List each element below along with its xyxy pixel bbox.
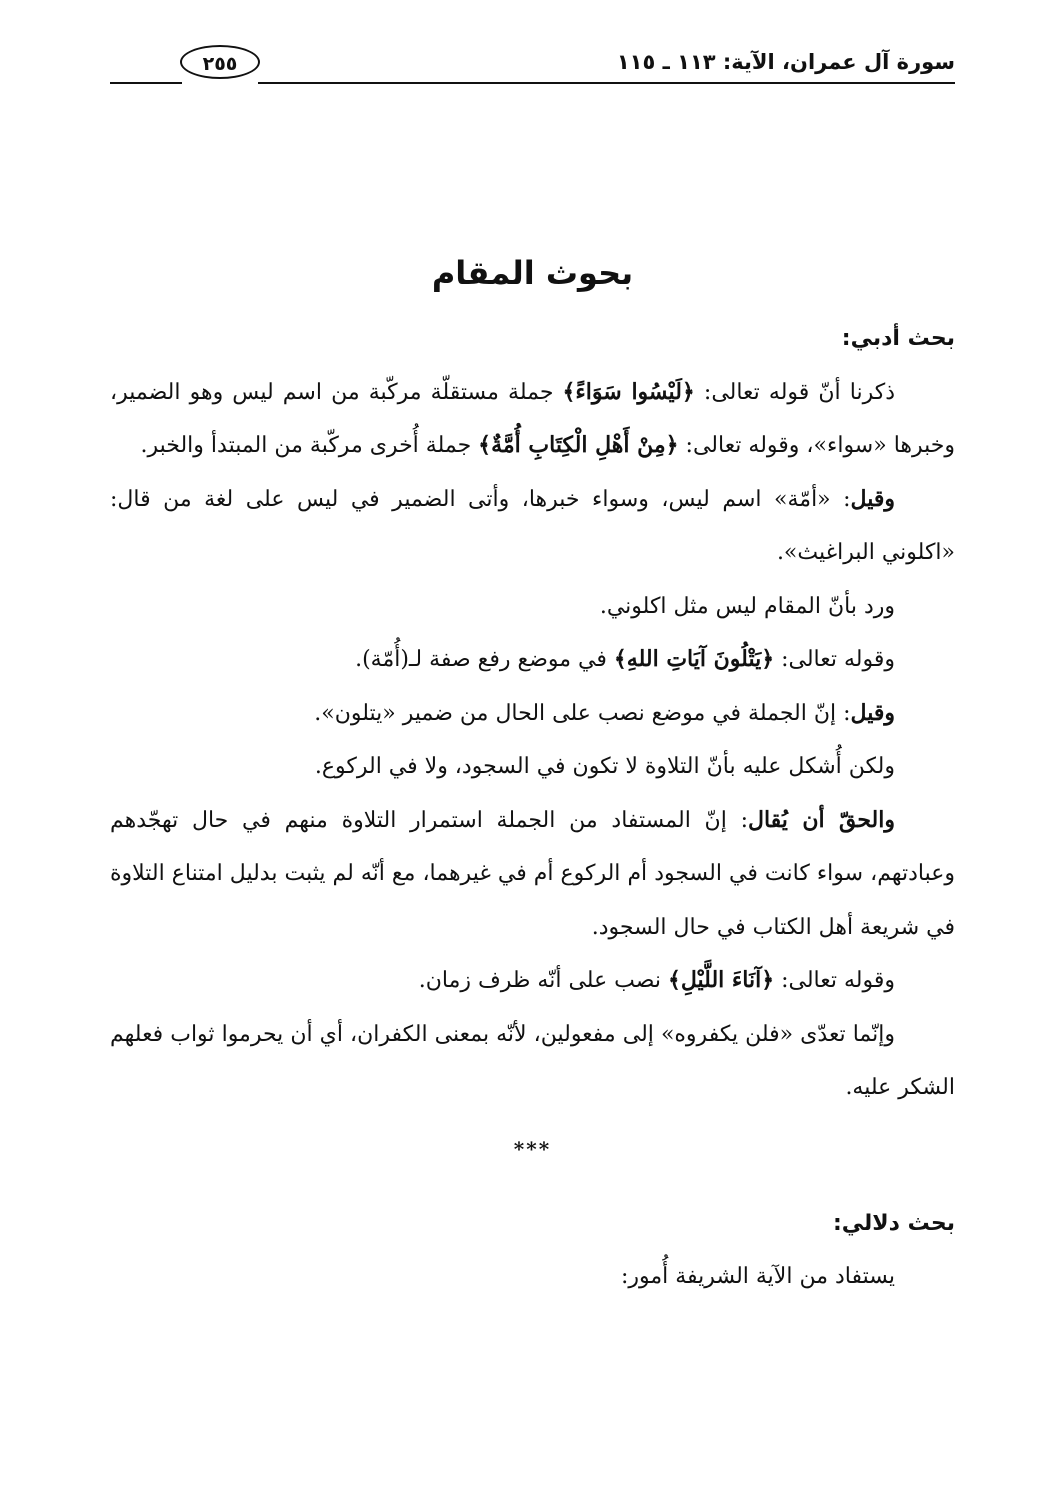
text-run: وقوله تعالى: <box>774 647 895 672</box>
literary-paragraph-5 <box>110 687 955 741</box>
text-run: ذكرنا أنّ قوله تعالى: <box>694 379 895 405</box>
text-run: : إنّ المستفاد من الجملة استمرار التلاوة منهم في حال تهجّدهم وعبادتهم، سواء كانت في السجود أم الركوع أم في غيرهما، مع أنّه لم يثبت بدليل امتناع التلاوة في شريعة أهل الكتاب في حال السجود. <box>110 807 955 940</box>
literary-paragraph-6 <box>110 740 955 794</box>
section-title: بحوث المقام <box>431 254 634 292</box>
quran-quote: ﴿لَيْسُوا سَوَاءً﴾ <box>562 378 695 405</box>
quran-quote: ﴿آنَاءَ اللَّيْلِ﴾ <box>667 967 775 993</box>
body-text <box>110 312 955 1304</box>
page-number: ٢٥٥ <box>180 45 260 79</box>
text-run: جملة أُخرى مركّبة من المبتدأ والخبر. <box>140 433 479 458</box>
literary-paragraph-8 <box>110 954 955 1008</box>
literary-paragraph-3 <box>110 580 955 634</box>
lead-term: والحقّ أن يُقال <box>747 806 895 833</box>
quran-quote: ﴿يَتْلُونَ آيَاتِ اللهِ﴾ <box>613 646 775 672</box>
text-run: وإنّما تعدّى «فلن يكفروه» إلى مفعولين، لأنّه بمعنى الكفران، أي أن يحرموا ثواب فعلهم الشكر عليه. <box>110 1021 955 1100</box>
literary-paragraph-7 <box>110 794 955 955</box>
lead-term: وقيل <box>850 485 895 512</box>
text-run: : «أمّة» اسم ليس، وسواء خبرها، وأتى الضمير في ليس على لغة من قال: «اكلوني البراغيث». <box>110 486 955 565</box>
text-run: وقوله تعالى: <box>774 968 895 993</box>
text-run: نصب على أنّه ظرف زمان. <box>418 968 668 993</box>
literary-heading: بحث أدبي: <box>841 326 955 351</box>
text-run: في موضع رفع صفة لـ(أُمّة). <box>355 647 614 672</box>
section-separator: *** <box>513 1136 552 1161</box>
semantic-paragraph-1 <box>110 1250 955 1304</box>
header-rule-gap <box>182 78 258 86</box>
literary-paragraph-1 <box>110 366 955 473</box>
running-title: سورة آل عمران، الآية: ١١٣ ـ ١١٥ <box>616 50 955 74</box>
quran-quote: ﴿مِنْ أَهْلِ الْكِتَابِ أُمَّةٌ﴾ <box>478 432 679 458</box>
text-run: يستفاد من الآية الشريفة أُمور: <box>620 1264 895 1289</box>
literary-paragraph-9 <box>110 1008 955 1115</box>
semantic-heading: بحث دلالي: <box>832 1210 955 1236</box>
literary-paragraph-2 <box>110 473 955 580</box>
text-run: ورد بأنّ المقام ليس مثل اكلوني. <box>599 593 895 619</box>
page-header <box>110 42 955 86</box>
text-run: : إنّ الجملة في موضع نصب على الحال من ضمير «يتلون». <box>314 700 851 726</box>
literary-paragraph-4 <box>110 633 955 687</box>
lead-term: وقيل <box>850 699 895 726</box>
text-run: جملة مستقلّة مركّبة من اسم ليس وهو الضمير، وخبرها «سواء»، وقوله تعالى: <box>110 379 955 458</box>
text-run: ولكن أُشكل عليه بأنّ التلاوة لا تكون في السجود، ولا في الركوع. <box>314 754 895 779</box>
